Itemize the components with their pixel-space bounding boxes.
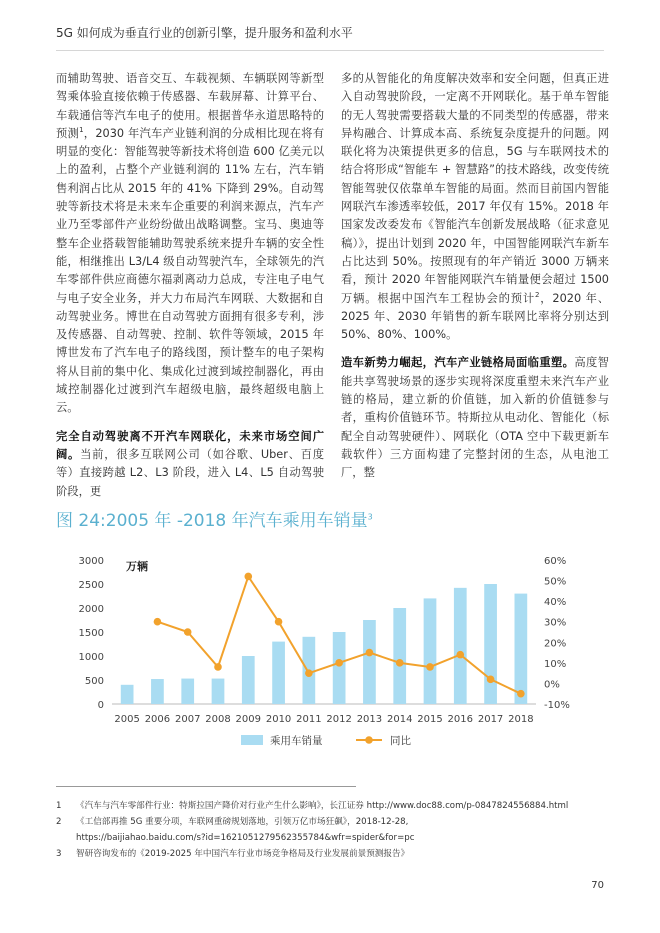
x-tick-label: 2007	[174, 714, 201, 725]
y-right-tick-label: 20%	[544, 638, 567, 650]
y-unit-label: 万辆	[126, 560, 148, 573]
point-yoy	[335, 659, 343, 667]
y-right-tick-label: 50%	[544, 576, 567, 588]
point-yoy	[275, 618, 283, 626]
footnote-ref-2[interactable]: 2	[534, 290, 540, 299]
bar-sales	[121, 685, 134, 704]
x-tick-label: 2014	[386, 714, 413, 725]
footnote-number: 3	[56, 849, 62, 859]
x-tick-label: 2015	[417, 714, 443, 725]
bar-sales	[181, 679, 194, 704]
right-p1-text-a: 多的从智能化的角度解决效率和安全问题，但真正进入自动驾驶阶段，一定离不开网联化。基于单车智能的无人驾驶需要搭载大量的不同类型的传感器，带来异构融合、计算成本高、系统复杂度提升的问题。网联化将为决策提供更多的信息，5G 与车联网技术的结合将形成“智能车 + 智慧路”的技术路线，改变传统智能驾驶仅依靠单车智能的局面。然而目前国内智能网联汽车渗透率较低，2017 年仅有 15%。2018 年国家发改委发布《智能汽车创新发展战略（征求意见稿）》，提出计划到 2020 年，中国智能网联汽车新车占比达到 50%。按照现有的年产销近 3000 万辆来看，预计 2020 年智能网联汽车销量便会超过 1500 万辆。根据中国汽车工程协会的预计	[341, 72, 609, 305]
y-left-tick-label: 1500	[78, 628, 104, 639]
footnote-number: 1	[56, 801, 62, 811]
y-left-tick-label: 2000	[78, 604, 104, 615]
left-paragraph-1	[56, 70, 324, 418]
footnote-divider	[56, 786, 356, 787]
right-p1-text-b: ，2020 年、2025 年、2030 年销售的新车联网比率将分别达到 50%、80%、100%。	[341, 291, 609, 342]
point-yoy	[244, 573, 252, 581]
y-right-tick-label: 0%	[544, 679, 560, 691]
y-right-tick-label: 30%	[544, 617, 567, 629]
y-left-tick-label: 0	[97, 700, 104, 711]
legend-label-sales: 乘用车销量	[270, 735, 323, 747]
footnote-item	[56, 830, 616, 846]
y-left-tick-label: 3000	[78, 556, 104, 567]
point-yoy	[214, 663, 222, 671]
left-p1-text-b: ，2030 年汽车产业链利润的分成相比现在将有明显的变化：智能驾驶等新技术将创造 600 亿美元以上的盈利，占整个产业链利润的 11% 左右，汽车销售利润占比从 2015 年的 41% 下降到 29%。自动驾驶等新技术将是未来车企重要的利润来源点，汽车产业乃至零部件产业纷纷做出战略调整。宝马、奥迪等整车企业搭载智能辅助驾驶系统来提升车辆的安全性能，相继推出 L3/L4 级自动驾驶汽车，全球领先的汽车零部件供应商德尔福剥离动力总成，专注电子电气与电子安全业务，并大力布局汽车网联、大数据和自动驾驶业务。博世在自动驾驶方面拥有很多专利，涉及传感器、自动驾驶、控制、软件等领域，2015 年博世发布了汽车电子的路线图，预计整车的电子架构将从目前的集中化、集成化过渡到域控制器化，再由域控制器化过渡到汽车超级电脑，最终超级电脑上云。	[56, 126, 324, 415]
point-yoy	[456, 651, 464, 659]
bar-sales	[424, 598, 437, 704]
footnote-item	[56, 798, 616, 814]
y-left-tick-label: 500	[84, 676, 104, 687]
point-yoy	[366, 649, 374, 657]
point-yoy	[487, 676, 495, 684]
right-p2-lead: 造车新势力崛起，汽车产业链格局面临重塑。	[341, 356, 575, 370]
footnote-text: 《汽车与汽车零部件行业：特斯拉国产降价对行业产生什么影响》，长江证券 http://www.doc88.com/p-0847824556884.html	[76, 801, 569, 811]
bar-sales	[151, 679, 164, 704]
x-tick-label: 2017	[477, 714, 504, 725]
footnote-ref-1[interactable]: 1	[79, 126, 84, 135]
y-right-tick-label: -10%	[544, 700, 570, 711]
figure-title	[56, 506, 373, 531]
figure-title-text: 图 24:2005 年 -2018 年汽车乘用车销量	[56, 511, 368, 531]
footnote-text: https://baijiahao.baidu.com/s?id=1621051279562355784&wfr=spider&for=pc	[76, 833, 415, 843]
point-yoy	[305, 669, 313, 677]
x-tick-label: 2018	[508, 714, 534, 725]
bar-sales	[363, 620, 376, 704]
running-header: 5G 如何成为垂直行业的创新引擎，提升服务和盈利水平	[56, 26, 353, 40]
point-yoy	[154, 618, 162, 626]
footnote-ref-3[interactable]: 3	[367, 512, 373, 522]
bar-sales	[484, 584, 497, 704]
footnote-text: 智研咨询发布的《2019-2025 年中国汽车行业市场竞争格局及行业发展前景预测报告》	[76, 849, 410, 859]
header-divider	[56, 50, 604, 51]
right-paragraph-2	[341, 354, 609, 482]
left-column	[56, 70, 324, 511]
bar-sales	[212, 679, 225, 704]
left-p2-lead: 完全自动驾驶离不开汽车网联化，未来市场空间广阔。	[56, 429, 324, 461]
footnote-number	[56, 830, 76, 846]
x-tick-label: 2005	[114, 714, 140, 725]
y-right-tick-label: 40%	[544, 597, 567, 609]
y-right-tick-label: 60%	[544, 556, 567, 567]
legend-marker-yoy	[365, 736, 373, 744]
point-yoy	[517, 690, 525, 698]
point-yoy	[184, 628, 192, 636]
x-tick-label: 2012	[326, 714, 352, 725]
sales-chart	[56, 544, 586, 754]
x-tick-label: 2010	[265, 714, 292, 725]
x-tick-label: 2006	[144, 714, 171, 725]
left-p1-text-a: 而辅助驾驶、语音交互、车载视频、车辆联网等新型驾乘体验直接依赖于传感器、车载屏幕、计算平台、车载通信等汽车电子的使用。根据普华永道思略特的预测	[56, 72, 324, 140]
legend-swatch-sales	[241, 735, 263, 745]
footnote-text: 《工信部再推 5G 重要分项，车联网重磅规划落地，引领万亿市场狂飙》，2018-12-28,	[76, 817, 409, 827]
footnote-item	[56, 846, 616, 862]
right-p2-text: 高度智能共享驾驶场景的逐步实现将深度重塑未来汽车产业链的格局，建立新的价值链，加入新的价值链参与者，重构价值链环节。特斯拉从电动化、智能化（标配全自动驾驶硬件）、网联化（OTA 空中下载更新车载软件）三方面构建了完整封闭的生态，从电池工厂，整	[341, 356, 609, 480]
left-p2-text: 当前，很多互联网公司（如谷歌、Uber、百度等）直接跨越 L2、L3 阶段，进入 L4、L5 自动驾驶阶段，更	[56, 447, 324, 498]
right-column	[341, 70, 609, 493]
bar-sales	[454, 588, 467, 704]
point-yoy	[426, 663, 434, 671]
left-paragraph-2	[56, 428, 324, 501]
footnote-item	[56, 814, 616, 830]
page-number: 70	[591, 880, 604, 891]
y-left-tick-label: 1000	[78, 652, 104, 663]
bar-sales	[393, 608, 406, 704]
bar-sales	[272, 642, 285, 704]
legend-label-yoy: 同比	[390, 735, 411, 747]
x-tick-label: 2013	[356, 714, 383, 725]
bar-sales	[514, 594, 527, 704]
point-yoy	[396, 659, 404, 667]
x-tick-label: 2011	[296, 714, 322, 725]
x-tick-label: 2016	[447, 714, 474, 725]
x-tick-label: 2008	[205, 714, 231, 725]
y-right-tick-label: 10%	[544, 658, 567, 670]
x-tick-label: 2009	[235, 714, 262, 725]
footnote-number: 2	[56, 817, 62, 827]
bar-sales	[242, 656, 255, 704]
y-left-tick-label: 2500	[78, 580, 104, 591]
right-paragraph-1	[341, 70, 609, 344]
bar-sales	[333, 632, 346, 704]
footnotes	[56, 798, 616, 862]
